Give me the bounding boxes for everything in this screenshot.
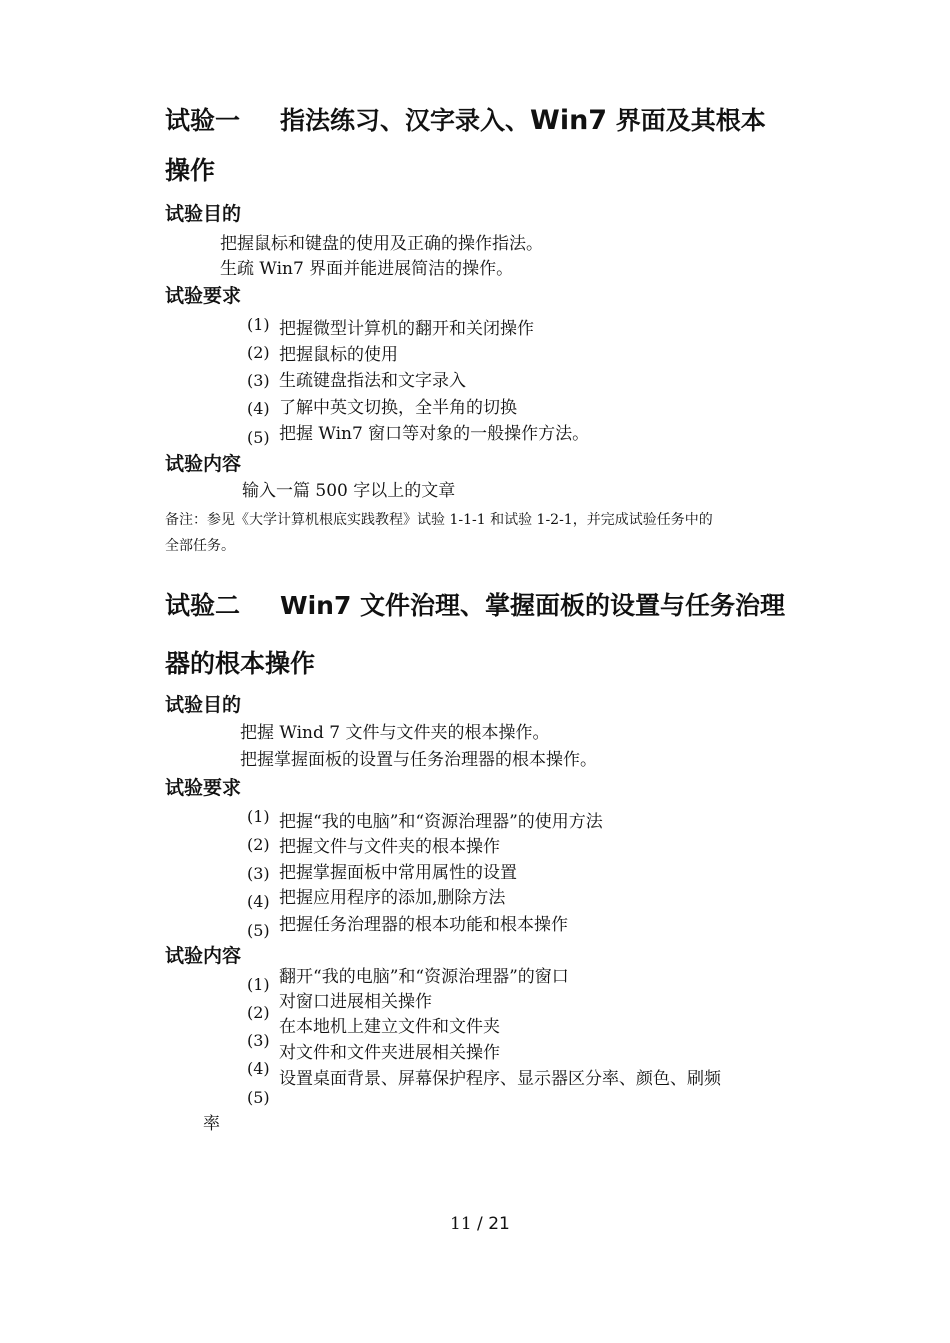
exp2-title-text: Win7 文件治理、掌握面板的设置与任务治理 [280,591,786,620]
exp1-req-num-2: (2) [247,343,270,362]
exp1-title-number: 试验一 [165,106,241,135]
exp2-req-num-5: (5) [247,921,270,940]
exp1-req-3: 生疏键盘指法和文字录入 [279,371,466,391]
exp1-req-num-5: (5) [247,428,270,447]
exp1-req-2: 把握鼠标的使用 [279,345,398,365]
total-pages: 21 [488,1214,510,1234]
exp1-title-win7: Win7 [530,105,608,136]
exp1-req-1: 把握微型计算机的翻开和关闭操作 [279,319,534,339]
exp1-req-num-3: (3) [247,371,270,390]
exp2-content-5: 设置桌面背景、屏幕保护程序、显示器区分率、颜色、刷频 [279,1069,721,1089]
exp2-content-4: 对文件和文件夹进展相关操作 [279,1043,500,1063]
exp2-purpose-item-1: 把握 Wind 7 文件与文件夹的根本操作。 [240,723,550,743]
exp1-req-4: 了解中英文切换，全半角的切换 [279,398,517,418]
exp2-content-wrap: 率 [203,1114,220,1134]
exp2-requirements-heading: 试验要求 [165,777,242,799]
exp2-title-line2: 器的根本操作 [165,649,316,678]
exp2-req-4: 把握应用程序的添加,删除方法 [279,888,506,908]
exp2-req-num-1: (1) [247,807,270,826]
exp1-req-num-4: (4) [247,399,270,418]
exp1-title-part-b: 界面及其根本 [607,106,766,135]
exp2-req-3: 把握掌握面板中常用属性的设置 [279,863,517,883]
exp1-content-heading: 试验内容 [165,453,242,475]
page-separator: / [471,1214,489,1234]
exp1-purpose-heading: 试验目的 [165,203,242,225]
exp2-content-num-1: (1) [247,975,270,994]
exp1-title-line2: 操作 [165,156,216,185]
exp2-content-num-4: (4) [247,1059,270,1078]
exp2-req-1: 把握“我的电脑”和“资源治理器”的使用方法 [279,812,603,832]
exp2-content-1: 翻开“我的电脑”和“资源治理器”的窗口 [279,967,569,987]
exp2-content-num-2: (2) [247,1003,270,1022]
exp1-title [165,106,766,136]
exp2-req-2: 把握文件与文件夹的根本操作 [279,837,500,857]
exp2-content-heading: 试验内容 [165,945,242,967]
exp1-purpose-item-2: 生疏 Win7 界面并能进展简洁的操作。 [220,259,514,279]
exp2-req-num-3: (3) [247,864,270,883]
exp2-req-num-4: (4) [247,892,270,911]
exp1-requirements-heading: 试验要求 [165,285,242,307]
exp2-content-2: 对窗口进展相关操作 [279,992,432,1012]
exp2-req-num-2: (2) [247,835,270,854]
exp2-content-num-3: (3) [247,1031,270,1050]
exp1-note-line-1: 备注：参见《大学计算机根底实践教程》试验 1-1-1 和试验 1-2-1，并完成试验任务中的 [165,512,713,528]
exp2-content-3: 在本地机上建立文件和文件夹 [279,1017,500,1037]
exp1-title-part-a: 指法练习、汉字录入、 [280,106,531,135]
exp2-title-number: 试验二 [165,591,241,620]
exp2-req-5: 把握任务治理器的根本功能和根本操作 [279,915,568,935]
exp1-req-5: 把握 Win7 窗口等对象的一般操作方法。 [279,424,590,444]
exp1-note-line-2: 全部任务。 [165,538,235,554]
exp2-purpose-item-2: 把握掌握面板的设置与任务治理器的根本操作。 [240,750,597,770]
exp2-title [165,591,785,621]
exp1-purpose-item-1: 把握鼠标和键盘的使用及正确的操作指法。 [220,234,543,254]
exp2-content-num-5: (5) [247,1088,270,1107]
page-number [450,1213,510,1235]
exp2-purpose-heading: 试验目的 [165,694,242,716]
exp1-content-item: 输入一篇 500 字以上的文章 [242,481,456,501]
current-page: 11 [450,1214,472,1234]
exp1-req-num-1: (1) [247,315,270,334]
